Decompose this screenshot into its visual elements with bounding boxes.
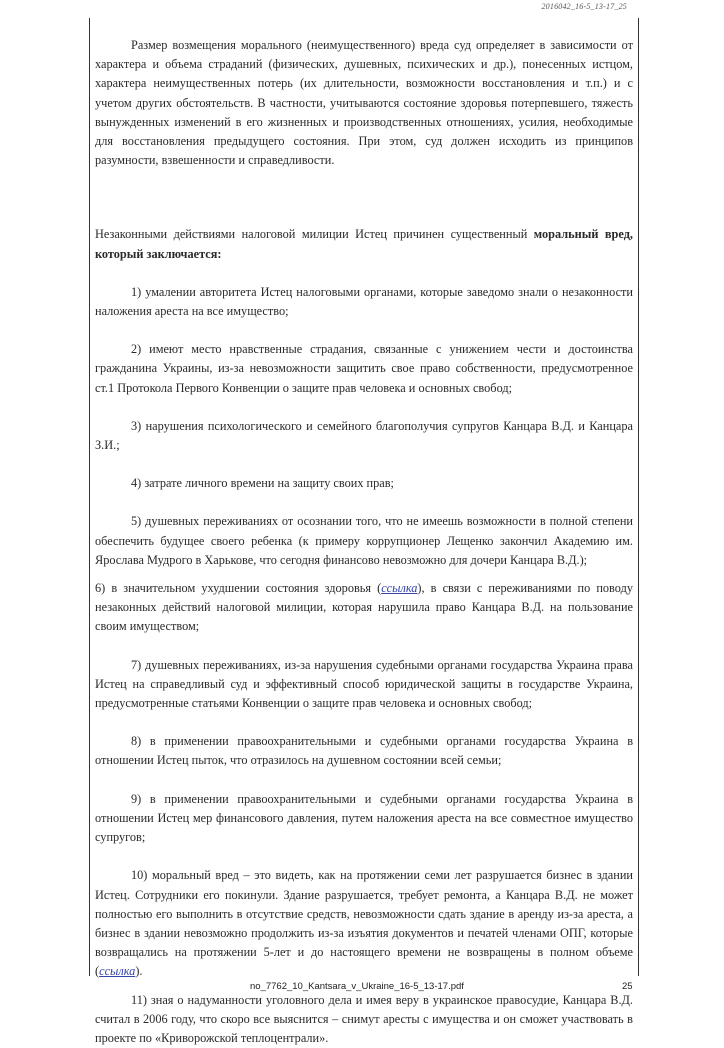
page-stamp: 2016042_16-5_13-17_25 xyxy=(541,2,627,11)
list-item-6-text-a: 6) в значительном ухудшении состояния здоровья ( xyxy=(95,581,382,596)
list-item-1: 1) умалении авторитета Истец налоговыми органами, которые заведомо знали о незаконности наложения ареста на все имущество; xyxy=(95,284,633,319)
list-item-10 xyxy=(95,866,633,981)
reference-link[interactable]: ссылка xyxy=(381,581,418,596)
document-body xyxy=(95,36,633,1048)
list-item-6-text-b: ), в связи с переживаниями по поводу незаконных действий налоговой милиции, которая нарушила право Канцара В.Д. на пользование своим имуществом; xyxy=(95,581,633,634)
list-item-9: 9) в применении правоохранительными и судебными органами государства Украина в отношении Истец мер финансового давления, путем наложения ареста на все совместное имущество супругов; xyxy=(95,791,633,845)
reference-link[interactable]: ссылка xyxy=(99,964,136,979)
list-item-8: 8) в применении правоохранительными и судебными органами государства Украина в отношении Истец пыток, что отразилось на душевном состоянии всей семьи; xyxy=(95,734,633,768)
list-item-2: 2) имеют место нравственные страдания, связанные с унижением чести и достоинства гражданина Украины, из-за невозможности защитить свое право собственности, предусмотренное ст.1 Протокола Первого Конвенции о защите прав человека и основных свобод; xyxy=(95,342,633,395)
list-item-10-text-a: 10) моральный вред – это видеть, как на протяжении семи лет разрушается бизнес в здании Истец. Сотрудники его покинули. Здание разрушается, требует ремонта, а Канцара В.Д. не может полностью его выполнить в отсутствие средств, невозможности сдать здание в аренду из-за ареста, а бизнес в здании невозможно продолжить из-за изъятия документов и печатей членами ОПГ, которые возвращались на протяжении 5-лет и до настоящего времени не возвращены в полном объеме ( xyxy=(95,868,633,979)
list-item-11: 11) зная о надуманности уголовного дела и имея веру в украинское правосудие, Канцара В.Д. считал в 2006 году, что скоро все выяснится – снимут аресты с имущества и он сможет участвовать в проекте по «Криворожской теплоцентрали». xyxy=(95,992,633,1045)
list-item-10-text-b: ). xyxy=(135,964,143,979)
page-number: 25 xyxy=(622,981,633,992)
list-item-4: 4) затрате личного времени на защиту своих прав; xyxy=(131,476,394,491)
footer-filename: no_7762_10_Kantsara_v_Ukraine_16-5_13-17.pdf xyxy=(250,981,464,992)
lead-bold-text: моральный вред, который заключается: xyxy=(95,227,633,261)
lead-text: Незаконными действиями налоговой милиции Истец причинен существенный xyxy=(95,227,534,242)
paragraph-moral-damage-rules: Размер возмещения морального (неимущественного) вреда суд определяет в зависимости от характера и объема страданий (физических, душевных, психических и др.), понесенных истцом, характера неимущественных потерь (их длительности, возможности восстановления и т.п.) и с учетом других обстоятельств. В частности, учитываются состояние здоровья потерпевшего, тяжесть вынужденных изменений в его жизненных и производственных отношениях, усилия, необходимые для восстановления предыдущего состояния. При этом, суд должен исходить из принципов разумности, взвешенности и справедливости. xyxy=(95,38,633,168)
list-item-7: 7) душевных переживаниях, из-за нарушения судебными органами государства Украина права Истец на справедливый суд и эффективный способ юридической защиты в государстве Украина, предусмотренные статьями Конвенции о защите прав человека и основных свобод; xyxy=(95,657,633,711)
paragraph-lead xyxy=(95,225,633,263)
list-item-5: 5) душевных переживаниях от осознании того, что не имеешь возможности в полной степени обеспечить будущее своего ребенка (к примеру коррупционер Лещенко закончил Академию им. Ярослава Мудрого в Харькове, что сегодня финансово невозможно для дочери Канцара В.Д.); xyxy=(95,514,633,567)
list-item-6 xyxy=(95,579,633,637)
list-item-3: 3) нарушения психологического и семейного благополучия супругов Канцара В.Д. и Канцара З.И.; xyxy=(95,418,633,453)
